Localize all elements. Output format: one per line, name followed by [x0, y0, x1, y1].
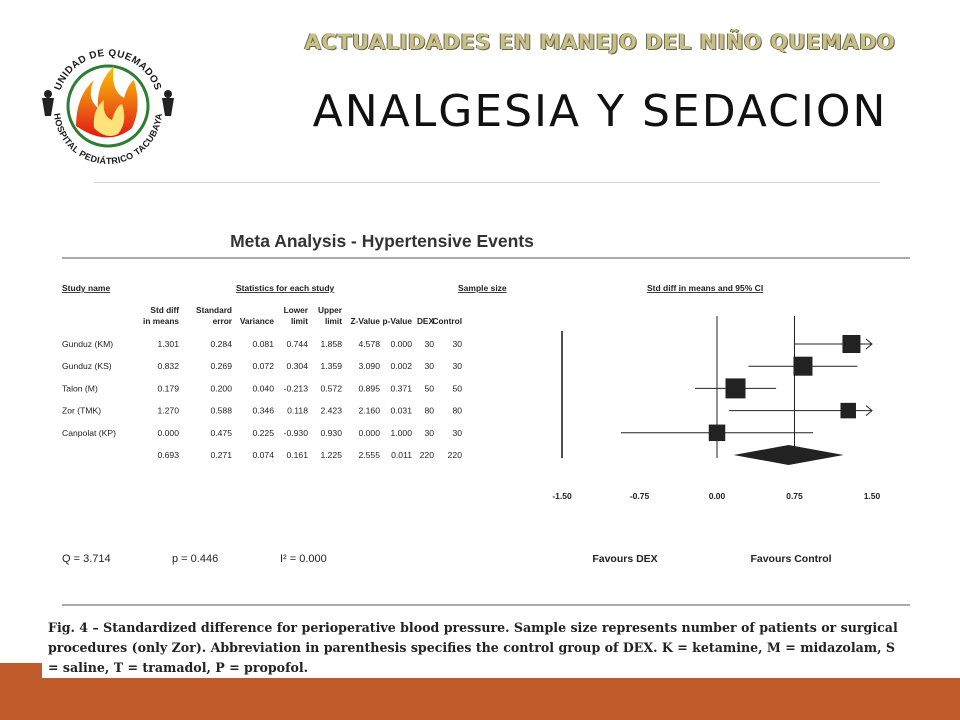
- table-cell: 30: [452, 361, 462, 372]
- figure-icon-right: [162, 90, 174, 116]
- study-marker: [840, 403, 856, 419]
- presentation-subtitle: ACTUALIDADES EN MANEJO DEL NIÑO QUEMADO: [304, 30, 896, 54]
- forest-plot-area: [552, 316, 880, 501]
- study-marker: [842, 335, 860, 353]
- x-tick-label: 0.75: [786, 491, 803, 501]
- figure-caption: Fig. 4 – Standardized difference for perioperative blood pressure. Sample size represents number of patients or surgical procedures (only Zor). Abbreviation in parenthesis specifies the control group of DEX. K = ketamine, M = midazolam, S = saline, T = tramadol, P = propofol.: [48, 620, 898, 675]
- table-cell: 0.081: [252, 339, 274, 349]
- column-header-line2: limit: [324, 316, 342, 326]
- table-cell: 0.225: [252, 427, 274, 438]
- logo-text-bottom: HOSPITAL PEDIÁTRICO TACUBAYA: [52, 112, 164, 167]
- table-cell: 0.000: [157, 427, 179, 438]
- column-header-line1: Std diff: [150, 305, 179, 315]
- header-statistics: Statistics for each study: [236, 283, 335, 293]
- table-cell: 0.269: [210, 361, 232, 372]
- header-plot: Std diff in means and 95% CI: [647, 283, 764, 293]
- header-study-name: Study name: [62, 283, 111, 293]
- column-header-line2: p-Value: [382, 316, 412, 326]
- accent-bar-notch: [0, 663, 42, 678]
- table-cell: 0.832: [157, 361, 179, 372]
- column-header-line2: error: [212, 316, 232, 326]
- table-cell: 0.072: [252, 361, 274, 372]
- study-name: Gunduz (KM): [62, 339, 114, 349]
- logo-text-top: UNIDAD DE QUEMADOS: [52, 47, 164, 93]
- table-cell: 0.346: [252, 405, 274, 416]
- table-cell: 220: [447, 450, 462, 460]
- column-header-line2: limit: [290, 316, 308, 326]
- study-name: Canpolat (KP): [62, 427, 116, 438]
- summary-diamond: [734, 445, 844, 465]
- title-divider: [94, 182, 880, 183]
- table-cell: 0.693: [157, 450, 179, 460]
- forest-plot-svg: [42, 196, 912, 678]
- column-headers: [143, 305, 462, 326]
- burn-unit-logo: [36, 36, 180, 170]
- study-name: Talon (M): [62, 383, 98, 394]
- table-cell: 0.179: [157, 383, 179, 394]
- study-marker: [725, 378, 745, 398]
- table-cell: 30: [424, 339, 434, 349]
- table-cell: 3.090: [358, 361, 380, 372]
- column-header-line1: Lower: [283, 305, 308, 315]
- table-cell: 30: [452, 339, 462, 349]
- table-cell: 0.475: [210, 427, 232, 438]
- table-cell: 0.304: [286, 361, 308, 372]
- table-cell: 0.031: [390, 405, 412, 416]
- table-cell: 30: [424, 361, 434, 372]
- table-cell: 80: [424, 405, 434, 416]
- table-cell: 30: [452, 427, 462, 438]
- table-cell: 0.271: [210, 450, 232, 460]
- study-marker: [793, 357, 812, 376]
- table-cell: 2.423: [320, 405, 342, 416]
- x-label-favours-dex: Favours DEX: [592, 553, 658, 565]
- column-header-line2: Variance: [239, 316, 274, 326]
- header-sample-size: Sample size: [458, 283, 507, 293]
- table-cell: 50: [452, 383, 462, 394]
- table-cell: 0.371: [390, 383, 412, 394]
- table-cell: 1.000: [390, 427, 412, 438]
- table-cell: 30: [424, 427, 434, 438]
- table-cell: 1.359: [320, 361, 342, 372]
- table-cell: 0.930: [320, 427, 342, 438]
- table-cell: 2.160: [358, 405, 380, 416]
- heterogeneity-p: p = 0.446: [172, 553, 219, 565]
- x-tick-label: -0.75: [629, 491, 650, 501]
- column-header-line1: Upper: [318, 305, 342, 315]
- column-header-line2: DEX: [416, 316, 434, 326]
- table-cell: 80: [452, 405, 462, 416]
- x-tick-label: -1.50: [552, 491, 572, 501]
- table-cell: 1.858: [320, 339, 342, 349]
- table-cell: 0.200: [210, 383, 232, 394]
- forest-plot-figure: [42, 196, 912, 678]
- table-cell: 0.011: [391, 450, 412, 460]
- heterogeneity-i2: I² = 0.000: [280, 553, 327, 565]
- table-cell: 0.744: [286, 339, 308, 349]
- x-tick-label: 1.50: [863, 491, 881, 501]
- table-cell: 1.225: [320, 450, 342, 460]
- table-cell: 0.588: [210, 405, 232, 416]
- column-header-line2: Control: [432, 316, 462, 326]
- chart-title: Meta Analysis - Hypertensive Events: [230, 231, 534, 251]
- table-cell: 0.572: [320, 383, 342, 394]
- study-name: Gunduz (KS): [62, 361, 112, 372]
- slide-title: ANALGESIA Y SEDACION: [312, 86, 888, 137]
- table-cell: 0.040: [252, 383, 274, 394]
- table-cell: 4.578: [358, 339, 380, 349]
- table-cell: 0.074: [252, 450, 274, 460]
- table-cell: 0.000: [358, 427, 380, 438]
- x-tick-label: 0.00: [708, 491, 726, 501]
- table-cell: 0.895: [358, 383, 380, 394]
- table-cell: 2.555: [358, 450, 380, 460]
- table-cell: 0.118: [287, 405, 308, 416]
- table-cell: 220: [419, 450, 434, 460]
- x-label-favours-control: Favours Control: [750, 553, 832, 565]
- study-marker: [709, 425, 726, 442]
- figure-icon-left: [42, 90, 54, 116]
- heterogeneity-q: Q = 3.714: [62, 553, 111, 565]
- column-header-line1: Standard: [196, 305, 232, 315]
- accent-bar: [0, 678, 960, 720]
- study-table: [62, 339, 462, 460]
- table-cell: -0.930: [283, 427, 308, 438]
- table-cell: 0.002: [390, 361, 412, 372]
- column-header-line2: in means: [143, 316, 179, 326]
- table-cell: -0.213: [283, 383, 308, 394]
- table-cell: 0.284: [210, 339, 232, 349]
- table-cell: 1.270: [157, 405, 179, 416]
- study-name: Zor (TMK): [62, 405, 102, 416]
- table-cell: 1.301: [157, 339, 179, 349]
- table-cell: 0.000: [390, 339, 412, 349]
- table-cell: 50: [424, 383, 434, 394]
- column-header-line2: Z-Value: [350, 316, 380, 326]
- table-cell: 0.161: [286, 450, 308, 460]
